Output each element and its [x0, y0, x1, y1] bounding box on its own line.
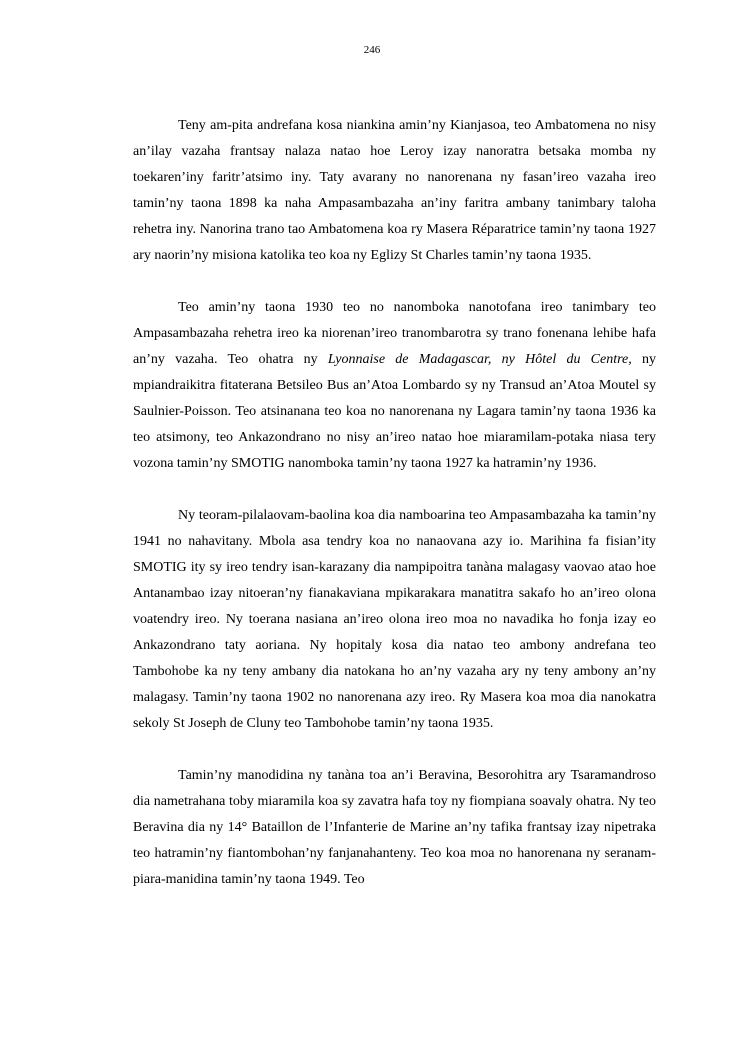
body-text: [133, 113, 656, 893]
paragraph-2-text-before: Teo amin’ny taona 1930 teo no nanomboka nanotofana ireo tanimbary teo Ampasambazaha rehetra ireo ka niorenan’ireo tranombarotra sy trano fonenana lehibe hafa an’ny vazaha. Teo ohatra ny: [133, 300, 656, 367]
page-number: 246: [363, 44, 381, 56]
paragraph-2: [133, 295, 656, 477]
paragraph-1: Teny am-pita andrefana kosa niankina amin’ny Kianjasoa, teo Ambatomena no nisy an’ilay vazaha frantsay nalaza natao hoe Leroy izay nanoratra betsaka momba ny toekaren’iny faritr’atsimo iny. Taty avarany no nanorenana ny fasan’ireo vazaha ireo tamin’ny taona 1898 ka naha Ampasambazaha an’iny faritra ambany tanimbary taloha rehetra iny. Nanorina trano tao Ambatomena koa ry Masera Réparatrice tamin’ny taona 1927 ary naorin’ny misiona katolika teo koa ny Eglizy St Charles tamin’ny taona 1935.: [133, 118, 656, 263]
paragraph-2-italic-names: Lyonnaise de Madagascar, ny Hôtel du Centre,: [327, 352, 632, 367]
paragraph-2-text-after: ny mpiandraikitra fitaterana Betsileo Bus an’Atoa Lombardo sy ny Transud an’Atoa Moutel sy Saulnier-Poisson. Teo atsinanana teo koa no nanorenana ny Lagara tamin’ny taona 1936 ka teo atsimony, teo Ankazondrano no nisy an’ireo natao hoe miaramilam-potaka niasa tery vozona tamin’ny SMOTIG nanomboka tamin’ny taona 1927 ka hatramin’ny 1936.: [133, 352, 656, 471]
paragraph-3: Ny teoram-pilalaovam-baolina koa dia namboarina teo Ampasambazaha ka tamin’ny 1941 no nahavitany. Mbola asa tendry koa no nanaovana azy io. Marihina fa fisian’ity SMOTIG ity sy ireo tendry isan-karazany dia nampipoitra tanàna malagasy vaovao atao hoe Antanambao izay nitoeran’ny fianakaviana mpikarakara manatitra sakafo ho an’ireo olona voatendry ireo. Ny toerana nasiana an’ireo olona ireo moa no navadika ho fonja izay eo Ankazondrano taty aoriana. Ny hopitaly kosa dia natao teo ambony andrefana teo Tambohobe ka ny teny ambany dia natokana ho an’ny vazaha ary ny teny ambony an’ny malagasy. Tamin’ny taona 1902 no nanorenana azy ireo. Ry Masera koa moa dia nanokatra sekoly St Joseph de Cluny teo Tambohobe tamin’ny taona 1935.: [133, 508, 656, 731]
paragraph-4: Tamin’ny manodidina ny tanàna toa an’i Beravina, Besorohitra ary Tsaramandroso dia nametrahana toby miaramila koa sy zavatra hafa toy ny fiompiana soavaly ohatra. Ny teo Beravina dia ny 14° Bataillon de l’Infanterie de Marine an’ny tafika frantsay izay nipetraka teo hatramin’ny fiantombohan’ny fanjanahanteny. Teo koa moa no hanorenana ny seranam-piara-manidina tamin’ny taona 1949. Teo: [133, 768, 656, 887]
